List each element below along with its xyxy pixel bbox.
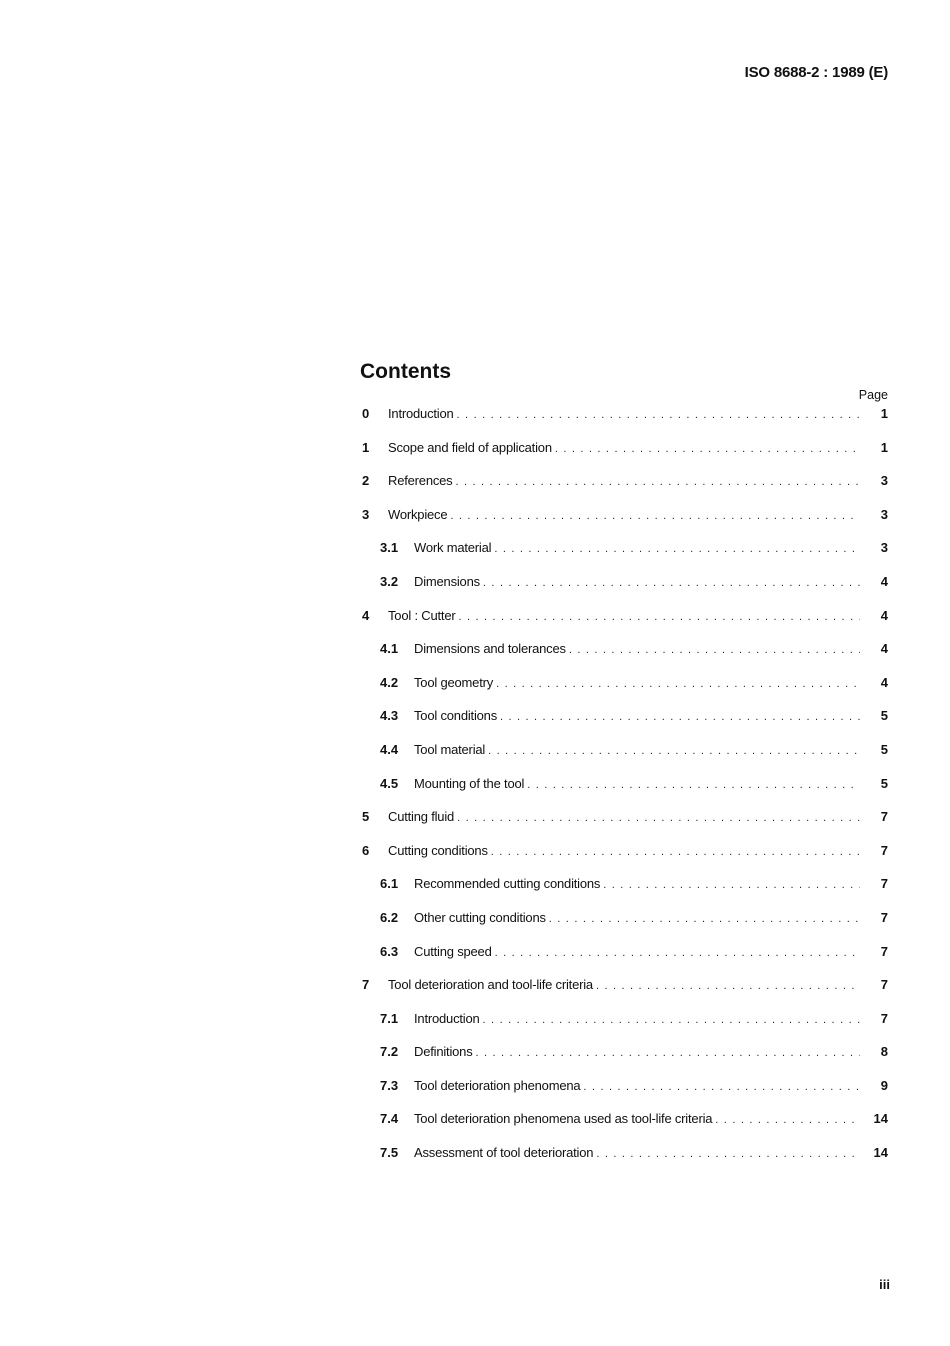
dot-leader: [457, 402, 860, 428]
dot-leader: [527, 772, 860, 798]
toc-entry-page: 1: [880, 439, 888, 455]
toc-entry-page: 4: [880, 607, 888, 623]
toc-entry: [362, 737, 888, 771]
toc-entry-number: 1: [362, 439, 370, 455]
toc-entry-page: 7: [880, 1010, 888, 1026]
toc-entry-title: Cutting conditions: [388, 842, 488, 858]
toc-entry-number: 7.2: [380, 1044, 399, 1060]
toc-entry-page: 5: [880, 741, 888, 757]
toc-entry-title: Tool deterioration and tool-life criteria: [388, 977, 593, 993]
toc-entry: [362, 569, 888, 603]
toc-entry-title: Tool deterioration phenomena used as tool-life criteria: [414, 1111, 713, 1127]
toc-entry-page: 7: [880, 876, 888, 892]
toc-entry: [362, 1106, 888, 1140]
dot-leader: [459, 604, 861, 630]
toc-entry-number: 7: [362, 977, 370, 993]
toc-entry-page: 7: [880, 809, 888, 825]
toc-entry-number: 4.4: [380, 741, 399, 757]
toc-entry-page: 3: [880, 473, 888, 489]
toc-entry-number: 7.5: [380, 1145, 399, 1161]
toc-entry-page: 5: [880, 775, 888, 791]
toc-entry-number: 6.2: [380, 909, 399, 925]
toc-entry: [362, 1073, 888, 1107]
table-of-contents: [362, 401, 888, 1174]
toc-entry-page: 7: [880, 977, 888, 993]
document-id-header: ISO 8688-2 : 1989 (E): [744, 64, 888, 81]
toc-entry-title: Recommended cutting conditions: [414, 876, 601, 892]
toc-entry-number: 7.3: [380, 1077, 399, 1093]
toc-entry-number: 4.1: [380, 641, 399, 657]
toc-entry-title: Dimensions: [414, 573, 480, 589]
toc-entry-title: Cutting fluid: [388, 809, 455, 825]
toc-entry: [362, 535, 888, 569]
dot-leader: [483, 570, 860, 596]
toc-entry-title: Tool conditions: [414, 708, 497, 724]
toc-entry-number: 4.3: [380, 708, 399, 724]
toc-entry-title: Tool material: [414, 741, 486, 757]
toc-entry-number: 4.5: [380, 775, 399, 791]
toc-entry-page: 7: [880, 842, 888, 858]
toc-entry-page: 7: [880, 909, 888, 925]
toc-entry-number: 3.2: [380, 573, 399, 589]
toc-entry-title: Definitions: [414, 1044, 473, 1060]
toc-entry-page: 8: [880, 1044, 888, 1060]
dot-leader: [569, 637, 860, 663]
toc-entry-title: Scope and field of application: [388, 439, 552, 455]
dot-leader: [495, 940, 860, 966]
toc-entry: [362, 972, 888, 1006]
dot-leader: [488, 738, 860, 764]
toc-entry-number: 6.3: [380, 943, 399, 959]
page-column-label: Page: [858, 388, 888, 402]
toc-entry-number: 6.1: [380, 876, 399, 892]
toc-entry: [362, 1039, 888, 1073]
toc-entry-title: Tool : Cutter: [388, 607, 456, 623]
contents-heading: Contents: [360, 360, 451, 383]
toc-entry-page: 5: [880, 708, 888, 724]
toc-entry: [362, 804, 888, 838]
dot-leader: [715, 1107, 860, 1133]
toc-entry-title: Work material: [414, 540, 492, 556]
dot-leader: [555, 436, 860, 462]
toc-entry-number: 3.1: [380, 540, 399, 556]
dot-leader: [450, 503, 860, 529]
toc-entry: [362, 1006, 888, 1040]
dot-leader: [500, 704, 860, 730]
dot-leader: [476, 1040, 861, 1066]
dot-leader: [457, 805, 860, 831]
toc-entry: [362, 670, 888, 704]
dot-leader: [491, 839, 860, 865]
toc-entry-page: 14: [873, 1145, 888, 1161]
toc-entry-title: Mounting of the tool: [414, 775, 525, 791]
toc-entry: [362, 871, 888, 905]
toc-entry-page: 3: [880, 506, 888, 522]
toc-entry-title: References: [388, 473, 453, 489]
toc-entry-number: 2: [362, 473, 370, 489]
toc-entry-title: Tool geometry: [414, 674, 494, 690]
toc-entry-page: 3: [880, 540, 888, 556]
toc-entry-number: 6: [362, 842, 370, 858]
toc-entry: [362, 1140, 888, 1174]
dot-leader: [455, 469, 860, 495]
toc-entry: [362, 905, 888, 939]
toc-entry: [362, 603, 888, 637]
toc-entry: [362, 771, 888, 805]
dot-leader: [596, 1141, 860, 1167]
toc-entry-title: Dimensions and tolerances: [414, 641, 566, 657]
dot-leader: [483, 1007, 860, 1033]
toc-entry-page: 14: [873, 1111, 888, 1127]
toc-entry-title: Tool deterioration phenomena: [414, 1077, 581, 1093]
toc-entry-page: 4: [880, 674, 888, 690]
page-number: iii: [879, 1277, 890, 1292]
toc-entry: [362, 703, 888, 737]
dot-leader: [494, 536, 860, 562]
toc-entry-number: 4.2: [380, 674, 399, 690]
toc-entry-title: Introduction: [414, 1010, 480, 1026]
toc-entry: [362, 636, 888, 670]
dot-leader: [596, 973, 860, 999]
toc-entry-number: 3: [362, 506, 370, 522]
toc-entry-title: Introduction: [388, 406, 454, 421]
toc-entry-page: 7: [880, 943, 888, 959]
toc-entry-page: 9: [880, 1077, 888, 1093]
toc-entry-title: Assessment of tool deterioration: [414, 1145, 594, 1161]
toc-entry-page: 1: [880, 406, 888, 421]
toc-entry: [362, 939, 888, 973]
toc-entry-page: 4: [880, 641, 888, 657]
dot-leader: [549, 906, 860, 932]
toc-entry: [362, 502, 888, 536]
toc-entry-number: 5: [362, 809, 370, 825]
toc-entry-title: Workpiece: [388, 506, 448, 522]
toc-entry: [362, 435, 888, 469]
dot-leader: [603, 872, 860, 898]
toc-entry-number: 4: [362, 607, 370, 623]
toc-entry-title: Cutting speed: [414, 943, 492, 959]
toc-entry: [362, 401, 888, 435]
toc-entry-title: Other cutting conditions: [414, 909, 546, 925]
toc-entry-number: 7.1: [380, 1010, 399, 1026]
toc-entry-page: 4: [880, 573, 888, 589]
toc-entry-number: 0: [362, 406, 370, 421]
dot-leader: [496, 671, 860, 697]
dot-leader: [583, 1074, 860, 1100]
toc-entry-number: 7.4: [380, 1111, 399, 1127]
toc-entry: [362, 838, 888, 872]
toc-entry: [362, 468, 888, 502]
